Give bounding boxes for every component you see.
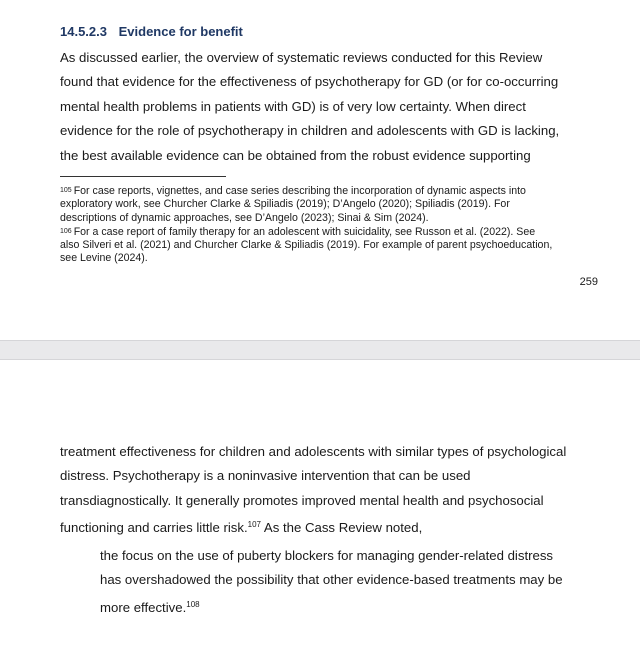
paragraph-line: found that evidence for the effectiveness of psychotherapy for GD (or for co-occurring [60,74,559,90]
paragraph-line [60,513,600,540]
line-text: As the Cass Review noted, [261,520,423,536]
section-number: 14.5.2.3 [60,24,107,39]
footnote-106-line: also Silveri et al. (2021) and Churcher Clarke & Spiliadis (2019). For example of parent psychoeducation, [60,239,553,252]
paragraph-line: evidence for the role of psychotherapy in children and adolescents with GD is lacking, [60,123,560,139]
footnote-reference: 108 [186,599,200,609]
document-page-260 [0,360,640,647]
footnotes [60,184,605,266]
paragraph-line: treatment effectiveness for children and adolescents with similar types of psychological [60,444,567,459]
quote-line [100,593,600,620]
line-text: functioning and carries little risk. [60,520,248,536]
footnote-105-line: descriptions of dynamic approaches, see D’Angelo (2023); Sinai & Sim (2024). [60,211,429,224]
paragraph-line: mental health problems in patients with GD) is of very low certainty. When direct [60,98,526,114]
quote-line: the focus on the use of puberty blockers for managing gender-related distress [100,548,554,563]
footnote-separator [60,176,226,177]
footnote-106-line [60,225,605,239]
body-paragraph [60,440,600,541]
body-paragraph [60,46,600,168]
paragraph-line: the best available evidence can be obtained from the robust evidence supporting [60,147,531,163]
footnote-text: For a case report of family therapy for an adolescent with suicidality, see Russon et al. (2022). See [73,225,536,238]
paragraph-line: transdiagnostically. It generally promotes improved mental health and psychosocial [60,492,544,508]
footnote-105-line [60,184,605,198]
footnote-text: For case reports, vignettes, and case series describing the incorporation of dynamic aspects into [73,185,526,197]
section-title: Evidence for benefit [118,24,243,39]
paragraph-line: As discussed earlier, the overview of systematic reviews conducted for this Review [60,50,543,65]
block-quote [100,544,600,620]
footnote-106-line: see Levine (2024). [60,252,148,265]
footnote-mark: 105 [60,187,72,194]
page-break [0,340,640,360]
page-number: 259 [579,276,598,288]
section-heading [60,24,243,39]
quote-text: more effective. [100,599,187,615]
paragraph-line: distress. Psychotherapy is a noninvasive intervention that can be used [60,468,471,484]
quote-line: has overshadowed the possibility that other evidence-based treatments may be [100,572,563,588]
footnote-mark: 106 [60,227,72,235]
footnote-reference: 107 [247,520,261,530]
footnote-105-line: exploratory work, see Churcher Clarke & Spiliadis (2019); D’Angelo (2020); Spiliadis (2019). For [60,198,510,211]
